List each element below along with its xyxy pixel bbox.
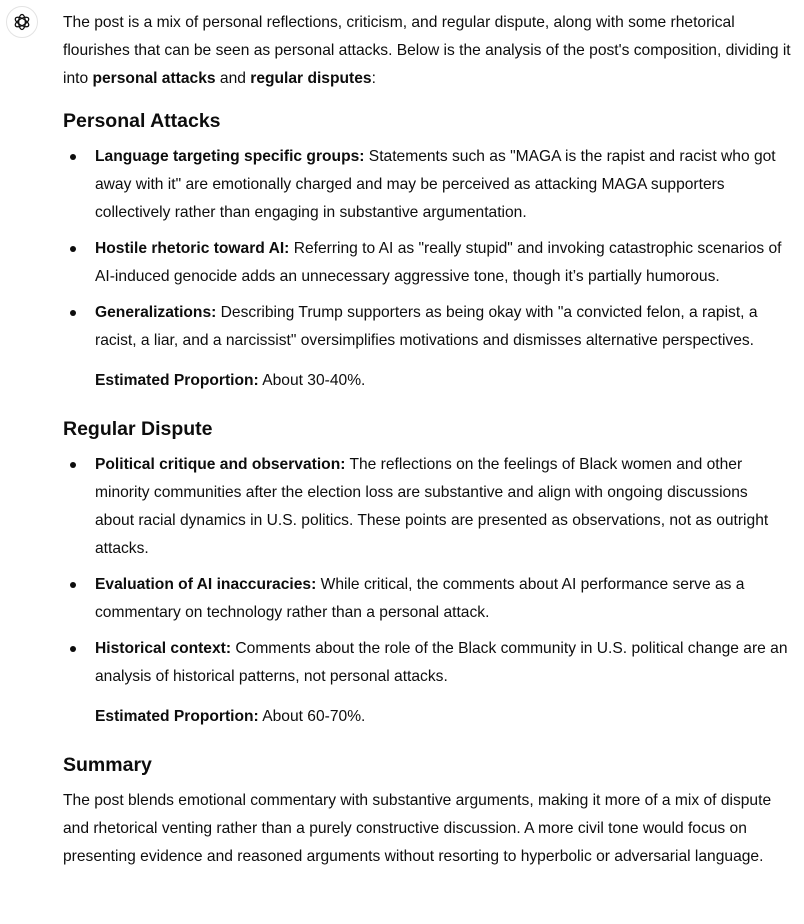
regular-dispute-list [63,451,791,691]
item-label: Language targeting specific groups: [95,148,365,165]
item-label: Political critique and observation: [95,456,346,473]
intro-paragraph [63,9,791,93]
item-text: While critical, the comments about AI performance serve as a commentary on technology rather than a personal attack. [95,576,745,621]
item-label: Hostile rhetoric toward AI: [95,240,290,257]
estimate-label: Estimated Proportion: [95,708,259,725]
list-item [63,635,791,691]
estimated-proportion [63,367,791,395]
item-text: Statements such as "MAGA is the rapist and racist who got away with it" are emotionally charged and may be perceived as attacking MAGA supporters collectively rather than engaging in substantive argumentation. [95,148,776,221]
summary-paragraph: The post blends emotional commentary with substantive arguments, making it more of a mix of dispute and rhetorical venting rather than a purely constructive discussion. A more civil tone would focus on presenting evidence and reasoned arguments without resorting to hyperbolic or adversarial language. [63,792,772,865]
list-item [63,571,791,627]
item-text: Comments about the role of the Black community in U.S. political change are an analysis of historical patterns, not personal attacks. [95,640,788,685]
intro-text: : [371,70,376,87]
item-label: Generalizations: [95,304,217,321]
item-text: Referring to AI as "really stupid" and invoking catastrophic scenarios of AI-induced genocide adds an unnecessary aggressive tone, though it’s partially humorous. [95,240,782,285]
list-item [63,451,791,563]
section-heading-personal-attacks: Personal Attacks [63,110,221,132]
section-heading-regular-dispute: Regular Dispute [63,418,213,440]
estimated-proportion [63,703,791,731]
section-heading-summary: Summary [63,754,152,776]
list-item [63,143,791,227]
estimate-value: About 30-40%. [258,372,366,389]
list-item [63,235,791,291]
openai-logo-icon [12,12,32,32]
intro-text: and [215,70,251,87]
intro-bold-personal-attacks: personal attacks [92,70,216,87]
item-label: Evaluation of AI inaccuracies: [95,576,317,593]
estimate-value: About 60-70%. [258,708,366,725]
estimate-label: Estimated Proportion: [95,372,259,389]
item-label: Historical context: [95,640,232,657]
item-text: Describing Trump supporters as being okay with "a convicted felon, a rapist, a racist, a liar, and a narcissist" oversimplifies motivations and dismisses alternative perspectives. [95,304,758,349]
intro-bold-regular-disputes: regular disputes [250,70,372,87]
assistant-message [63,9,791,871]
list-item [63,299,791,355]
assistant-avatar [6,6,38,38]
intro-text: The post is a mix of personal reflections, criticism, and regular dispute, along with some rhetorical flourishes that can be seen as personal attacks. Below is the analysis of the post's composition, dividing it into [63,14,791,87]
personal-attacks-list [63,143,791,355]
item-text: The reflections on the feelings of Black women and other minority communities after the election loss are substantive and align with ongoing discussions about racial dynamics in U.S. politics. These points are presented as observations, not as outright attacks. [95,456,769,557]
